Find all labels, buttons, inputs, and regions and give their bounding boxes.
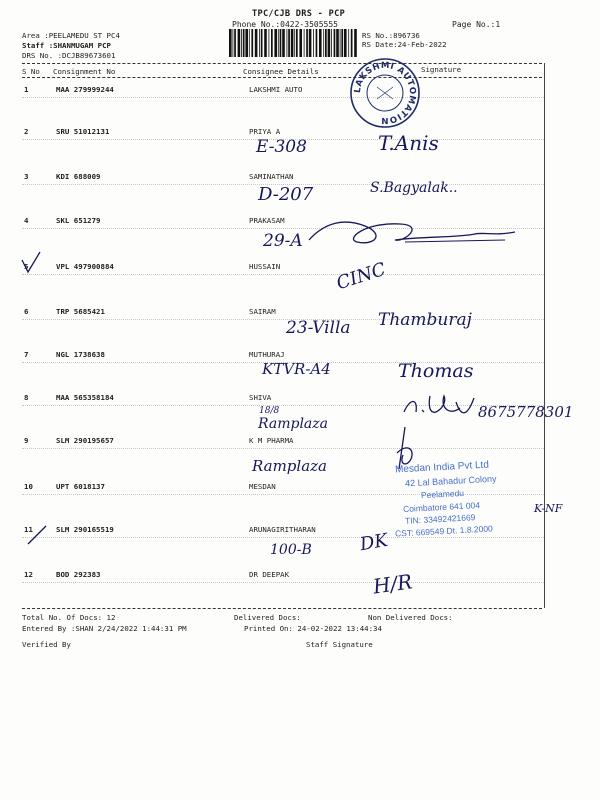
handwritten-signature: S.Bagyalak.. [370, 180, 458, 196]
handwritten-address: 29-A [263, 231, 303, 251]
row-consignee-name: PRAKASAM [249, 216, 285, 225]
rs-number: RS No.:896736 [362, 31, 420, 40]
handwritten-signature: H/R [371, 569, 414, 599]
barcode-bar [259, 29, 260, 57]
row-serial-number: 10 [24, 482, 33, 491]
handwritten-signature: DK [358, 529, 390, 556]
row-consignee-name: SAMINATHAN [249, 172, 294, 181]
non-delivered-docs: Non Delivered Docs: [368, 613, 453, 622]
rs-date: RS Date:24-Feb-2022 [362, 40, 447, 49]
col-consignee: Consignee Details [243, 67, 319, 76]
row-consignment-number: TRP 5685421 [56, 307, 105, 316]
stamp-line: Peelamedu [420, 487, 465, 501]
barcode-bar [288, 29, 290, 57]
barcode-bar [334, 29, 336, 57]
stamp-line: Coimbatore 641 004 [402, 499, 481, 515]
barcode-bar [299, 29, 302, 57]
row-divider [22, 274, 544, 275]
row-consignee-name: PRIYA A [249, 127, 281, 136]
row-consignment-number: UPT 6018137 [56, 482, 105, 491]
barcode-bar [229, 29, 232, 57]
handwritten-signature: Thamburaj [378, 310, 472, 330]
staff-signature: Staff Signature [306, 640, 373, 649]
barcode-bar [245, 29, 248, 57]
header-rule-bottom [22, 77, 542, 78]
signature-scribble-icon [400, 392, 478, 422]
row-serial-number: 7 [24, 350, 29, 359]
barcode-bar [309, 29, 312, 57]
row-consignment-number: SRU 51012131 [56, 127, 110, 136]
row-serial-number: 4 [24, 216, 29, 225]
barcode-bar [323, 29, 324, 57]
area-label: Area :PEELAMEDU ST PC4 [22, 31, 120, 40]
handwritten-address: Ramplaza [252, 457, 327, 475]
barcode-icon [229, 29, 357, 57]
barcode-bar [255, 29, 258, 57]
barcode-bar [306, 29, 308, 57]
handwritten-note: 18/8 [259, 406, 280, 416]
handwritten-signature: Thomas [398, 360, 474, 382]
barcode-bar [274, 29, 277, 57]
row-consignment-number: MAA 565358184 [56, 393, 114, 402]
col-signature: Signature [421, 65, 462, 74]
check-mark-icon [26, 524, 48, 546]
barcode-bar [294, 29, 295, 57]
row-consignment-number: SLM 290165519 [56, 525, 114, 534]
sheet-title: TPC/CJB DRS - PCP [252, 9, 346, 19]
svg-text:LAKSHMI AUTOMATION: LAKSHMI AUTOMATION [352, 60, 418, 126]
row-consignee-name: MESDAN [249, 482, 276, 491]
barcode-bar [313, 29, 314, 57]
handwritten-address: D-207 [258, 184, 314, 205]
row-consignment-number: MAA 279999244 [56, 85, 114, 94]
barcode-bar [331, 29, 332, 57]
barcode-bar [351, 29, 353, 57]
barcode-bar [234, 29, 236, 57]
barcode-bar [271, 29, 273, 57]
row-consignee-name: HUSSAIN [249, 262, 281, 271]
col-consignment: Consignment No [53, 67, 116, 76]
row-serial-number: 6 [24, 307, 29, 316]
barcode-bar [269, 29, 270, 57]
barcode-bar [282, 29, 285, 57]
handwritten-address: KTVR-A4 [262, 360, 331, 378]
row-consignment-number: KDI 688009 [56, 172, 101, 181]
barcode-bar [341, 29, 343, 57]
barcode-bar [328, 29, 331, 57]
total-docs: Total No. Of Docs: 12 [22, 613, 116, 622]
row-serial-number: 2 [24, 127, 29, 136]
barcode-bar [238, 29, 241, 57]
barcode-bar [251, 29, 253, 57]
row-consignee-name: K M PHARMA [249, 436, 294, 445]
row-divider [22, 582, 544, 583]
barcode-bar [296, 29, 298, 57]
barcode-bar [264, 29, 267, 57]
barcode-bar [316, 29, 318, 57]
barcode-bar [336, 29, 339, 57]
check-mark-icon [20, 250, 42, 274]
row-serial-number: 8 [24, 393, 29, 402]
phone-number: Phone No.:0422-3505555 [232, 20, 338, 29]
row-consignee-name: LAKSHMI AUTO [249, 85, 303, 94]
barcode-bar [340, 29, 341, 57]
barcode-bar [319, 29, 322, 57]
barcode-bar [287, 29, 288, 57]
row-consignment-number: NGL 1738638 [56, 350, 105, 359]
row-serial-number: 1 [24, 85, 29, 94]
staff-label: Staff :SHANMUGAM PCP [22, 41, 111, 50]
stamp-line: Mesdan India Pvt Ltd [394, 459, 490, 476]
stamp-line: TIN: 33492421669 [404, 512, 476, 526]
stamp-line: 42 Lal Bahadur Colony [404, 473, 497, 489]
handwritten-signature: CINC [333, 258, 389, 295]
barcode-bar [344, 29, 347, 57]
handwritten-phone: 8675778301 [478, 403, 574, 421]
barcode-bar [278, 29, 279, 57]
barcode-bar [354, 29, 357, 57]
header-rule [22, 63, 542, 64]
col-sno: S No [22, 67, 40, 76]
row-consignee-name: SHIVA [249, 393, 272, 402]
row-serial-number: 9 [24, 436, 29, 445]
row-consignment-number: BOD 292383 [56, 570, 101, 579]
row-serial-number: 5 [24, 262, 29, 271]
barcode-bar [280, 29, 282, 57]
handwritten-address: 100-B [270, 542, 312, 558]
barcode-bar [241, 29, 242, 57]
company-address-stamp [385, 459, 545, 546]
barcode-bar [325, 29, 327, 57]
row-consignment-number: SKL 651279 [56, 216, 101, 225]
delivered-docs: Delivered Docs: [234, 613, 301, 622]
company-seal-icon [349, 57, 421, 129]
signature-scribble-icon [305, 212, 520, 252]
handwritten-address: E-308 [256, 137, 307, 157]
barcode-bar [233, 29, 234, 57]
entered-by: Entered By :SHAN 2/24/2022 1:44:31 PM [22, 624, 187, 633]
barcode-bar [261, 29, 263, 57]
page-number: Page No.:1 [452, 20, 501, 29]
row-divider [22, 448, 544, 449]
barcode-bar [348, 29, 349, 57]
handwritten-note: K-NF [534, 502, 563, 515]
barcode-bar [249, 29, 250, 57]
row-consignment-number: VPL 497900884 [56, 262, 114, 271]
barcode-bar [304, 29, 305, 57]
drs-number: DRS No. :DCJB89673601 [22, 51, 116, 60]
barcode-bar [243, 29, 245, 57]
row-serial-number: 11 [24, 525, 33, 534]
handwritten-address: 23-Villa [286, 318, 351, 338]
stamp-line: CST: 669549 Dt. 1.8.2000 [394, 523, 494, 539]
row-consignment-number: SLM 290195657 [56, 436, 114, 445]
row-consignee-name: MUTHURAJ [249, 350, 285, 359]
barcode-bar [291, 29, 294, 57]
row-consignee-name: DR DEEPAK [249, 570, 290, 579]
row-consignee-name: SAIRAM [249, 307, 276, 316]
handwritten-address: Ramplaza [258, 416, 328, 432]
handwritten-signature: T.Anis [378, 131, 439, 155]
printed-on: Printed On: 24-02-2022 13:44:34 [244, 624, 382, 633]
verified-by: Verified By [22, 640, 71, 649]
footer-rule [22, 608, 542, 609]
row-serial-number: 3 [24, 172, 29, 181]
row-divider [22, 97, 544, 98]
row-serial-number: 12 [24, 570, 33, 579]
row-consignee-name: ARUNAGIRITHARAN [249, 525, 316, 534]
